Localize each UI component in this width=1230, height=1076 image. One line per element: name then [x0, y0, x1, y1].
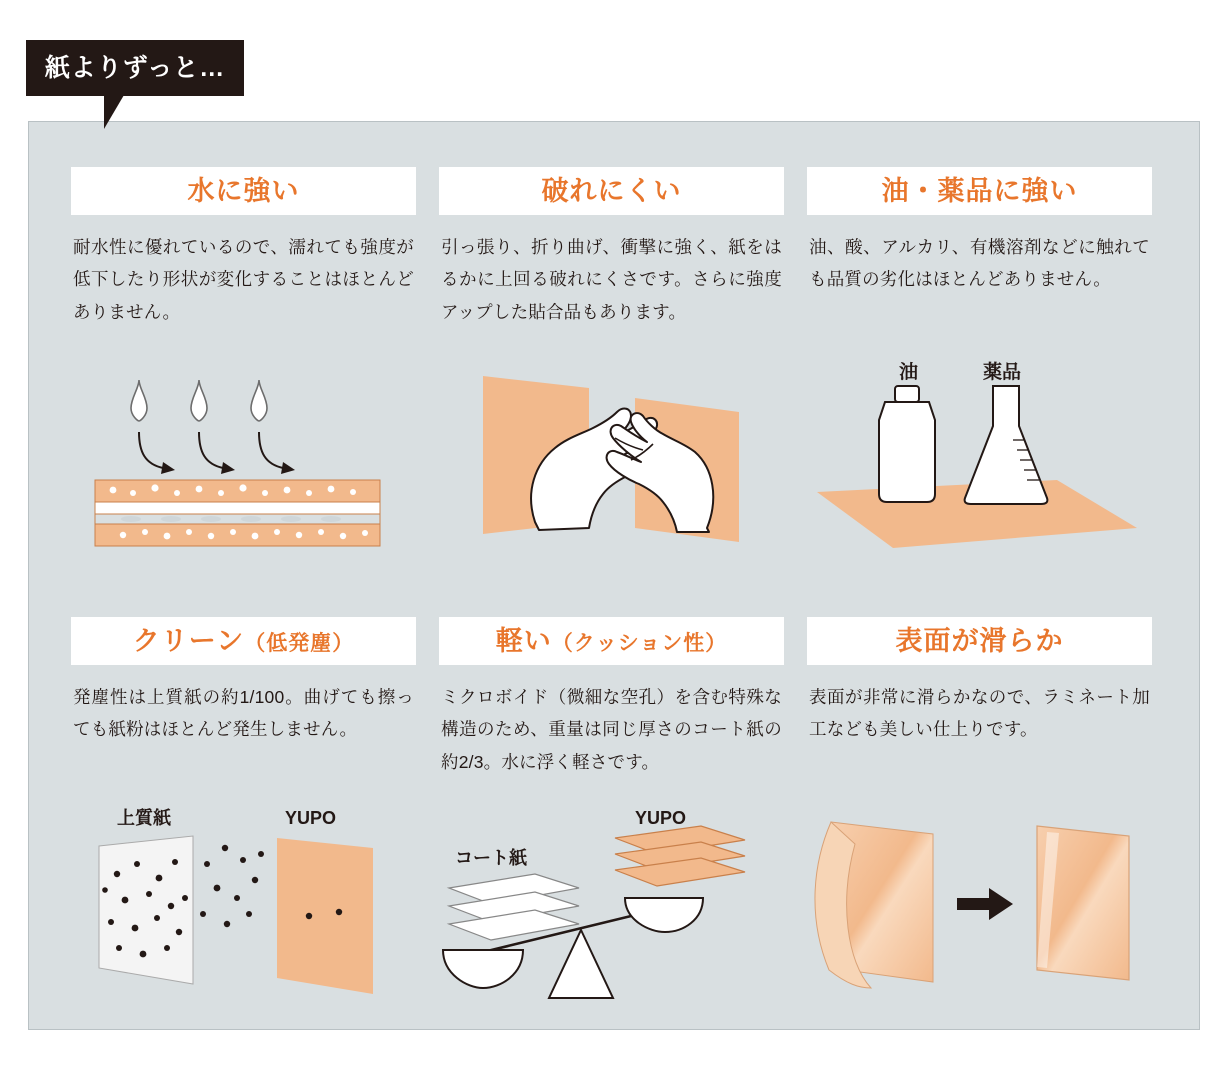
feature-title-band	[807, 617, 1152, 665]
feature-description: ミクロボイド（微細な空孔）を含む特殊な構造のため、重量は同じ厚さのコート紙の約2/3。水に浮く軽さです。	[441, 687, 782, 772]
feature-title: 表面が滑らか	[895, 625, 1064, 656]
art-label-coated-paper: コート紙	[455, 848, 527, 868]
feature-card-clean-low-dust	[71, 617, 416, 828]
feature-title: 水に強い	[187, 175, 300, 206]
feature-title-band	[71, 167, 416, 215]
illustration-water-droplets	[71, 352, 416, 582]
illustration-dust-comparison	[71, 802, 416, 1032]
feature-card-oil-chemical-resistant	[807, 167, 1152, 383]
feature-title-band	[71, 617, 416, 665]
feature-description: 発塵性は上質紙の約1/100。曲げても擦っても紙粉はほとんど発生しません。	[73, 687, 414, 740]
feature-title: 軽い（クッション性）	[495, 625, 728, 656]
feature-card-smooth-surface	[807, 617, 1152, 746]
illustration-lamination-process	[807, 802, 1152, 1032]
features-grid	[29, 122, 1199, 1029]
art-label-yupo: YUPO	[285, 808, 337, 828]
illustration-hands-tearing-sheet	[439, 352, 784, 582]
feature-description: 引っ張り、折り曲げ、衝撃に強く、紙をはるかに上回る破れにくさです。さらに強度アップした貼合品もあります。	[441, 237, 782, 322]
illustration-balance-scale	[439, 802, 784, 1032]
ribbon-banner	[26, 40, 244, 96]
feature-card-lightweight-cushion	[439, 617, 784, 868]
art-label-woodfree-paper: 上質紙	[117, 808, 171, 828]
feature-title-band	[439, 617, 784, 665]
arrow-icon	[957, 888, 1013, 920]
art-label-yupo: YUPO	[635, 808, 687, 828]
art-label-oil: 油	[899, 362, 919, 383]
feature-description: 油、酸、アルカリ、有機溶剤などに触れても品質の劣化はほとんどありません。	[809, 237, 1150, 290]
ribbon-tail	[104, 95, 142, 129]
art-label-chemical: 薬品	[983, 362, 1022, 383]
illustration-oil-bottle-and-flask	[807, 352, 1152, 582]
feature-title-band	[439, 167, 784, 215]
feature-title: クリーン（低発塵）	[132, 625, 355, 656]
feature-title: 破れにくい	[541, 175, 682, 206]
ribbon-label: 紙よりずっと…	[44, 53, 226, 82]
feature-title-band	[807, 167, 1152, 215]
feature-card-water-resistant	[71, 167, 416, 328]
features-panel	[28, 121, 1200, 1030]
feature-description: 耐水性に優れているので、濡れても強度が低下したり形状が変化することはほとんどありません。	[73, 237, 414, 322]
feature-title: 油・薬品に強い	[881, 175, 1078, 206]
feature-card-tear-resistant	[439, 167, 784, 328]
feature-description: 表面が非常に滑らかなので、ラミネート加工なども美しい仕上りです。	[809, 687, 1150, 740]
